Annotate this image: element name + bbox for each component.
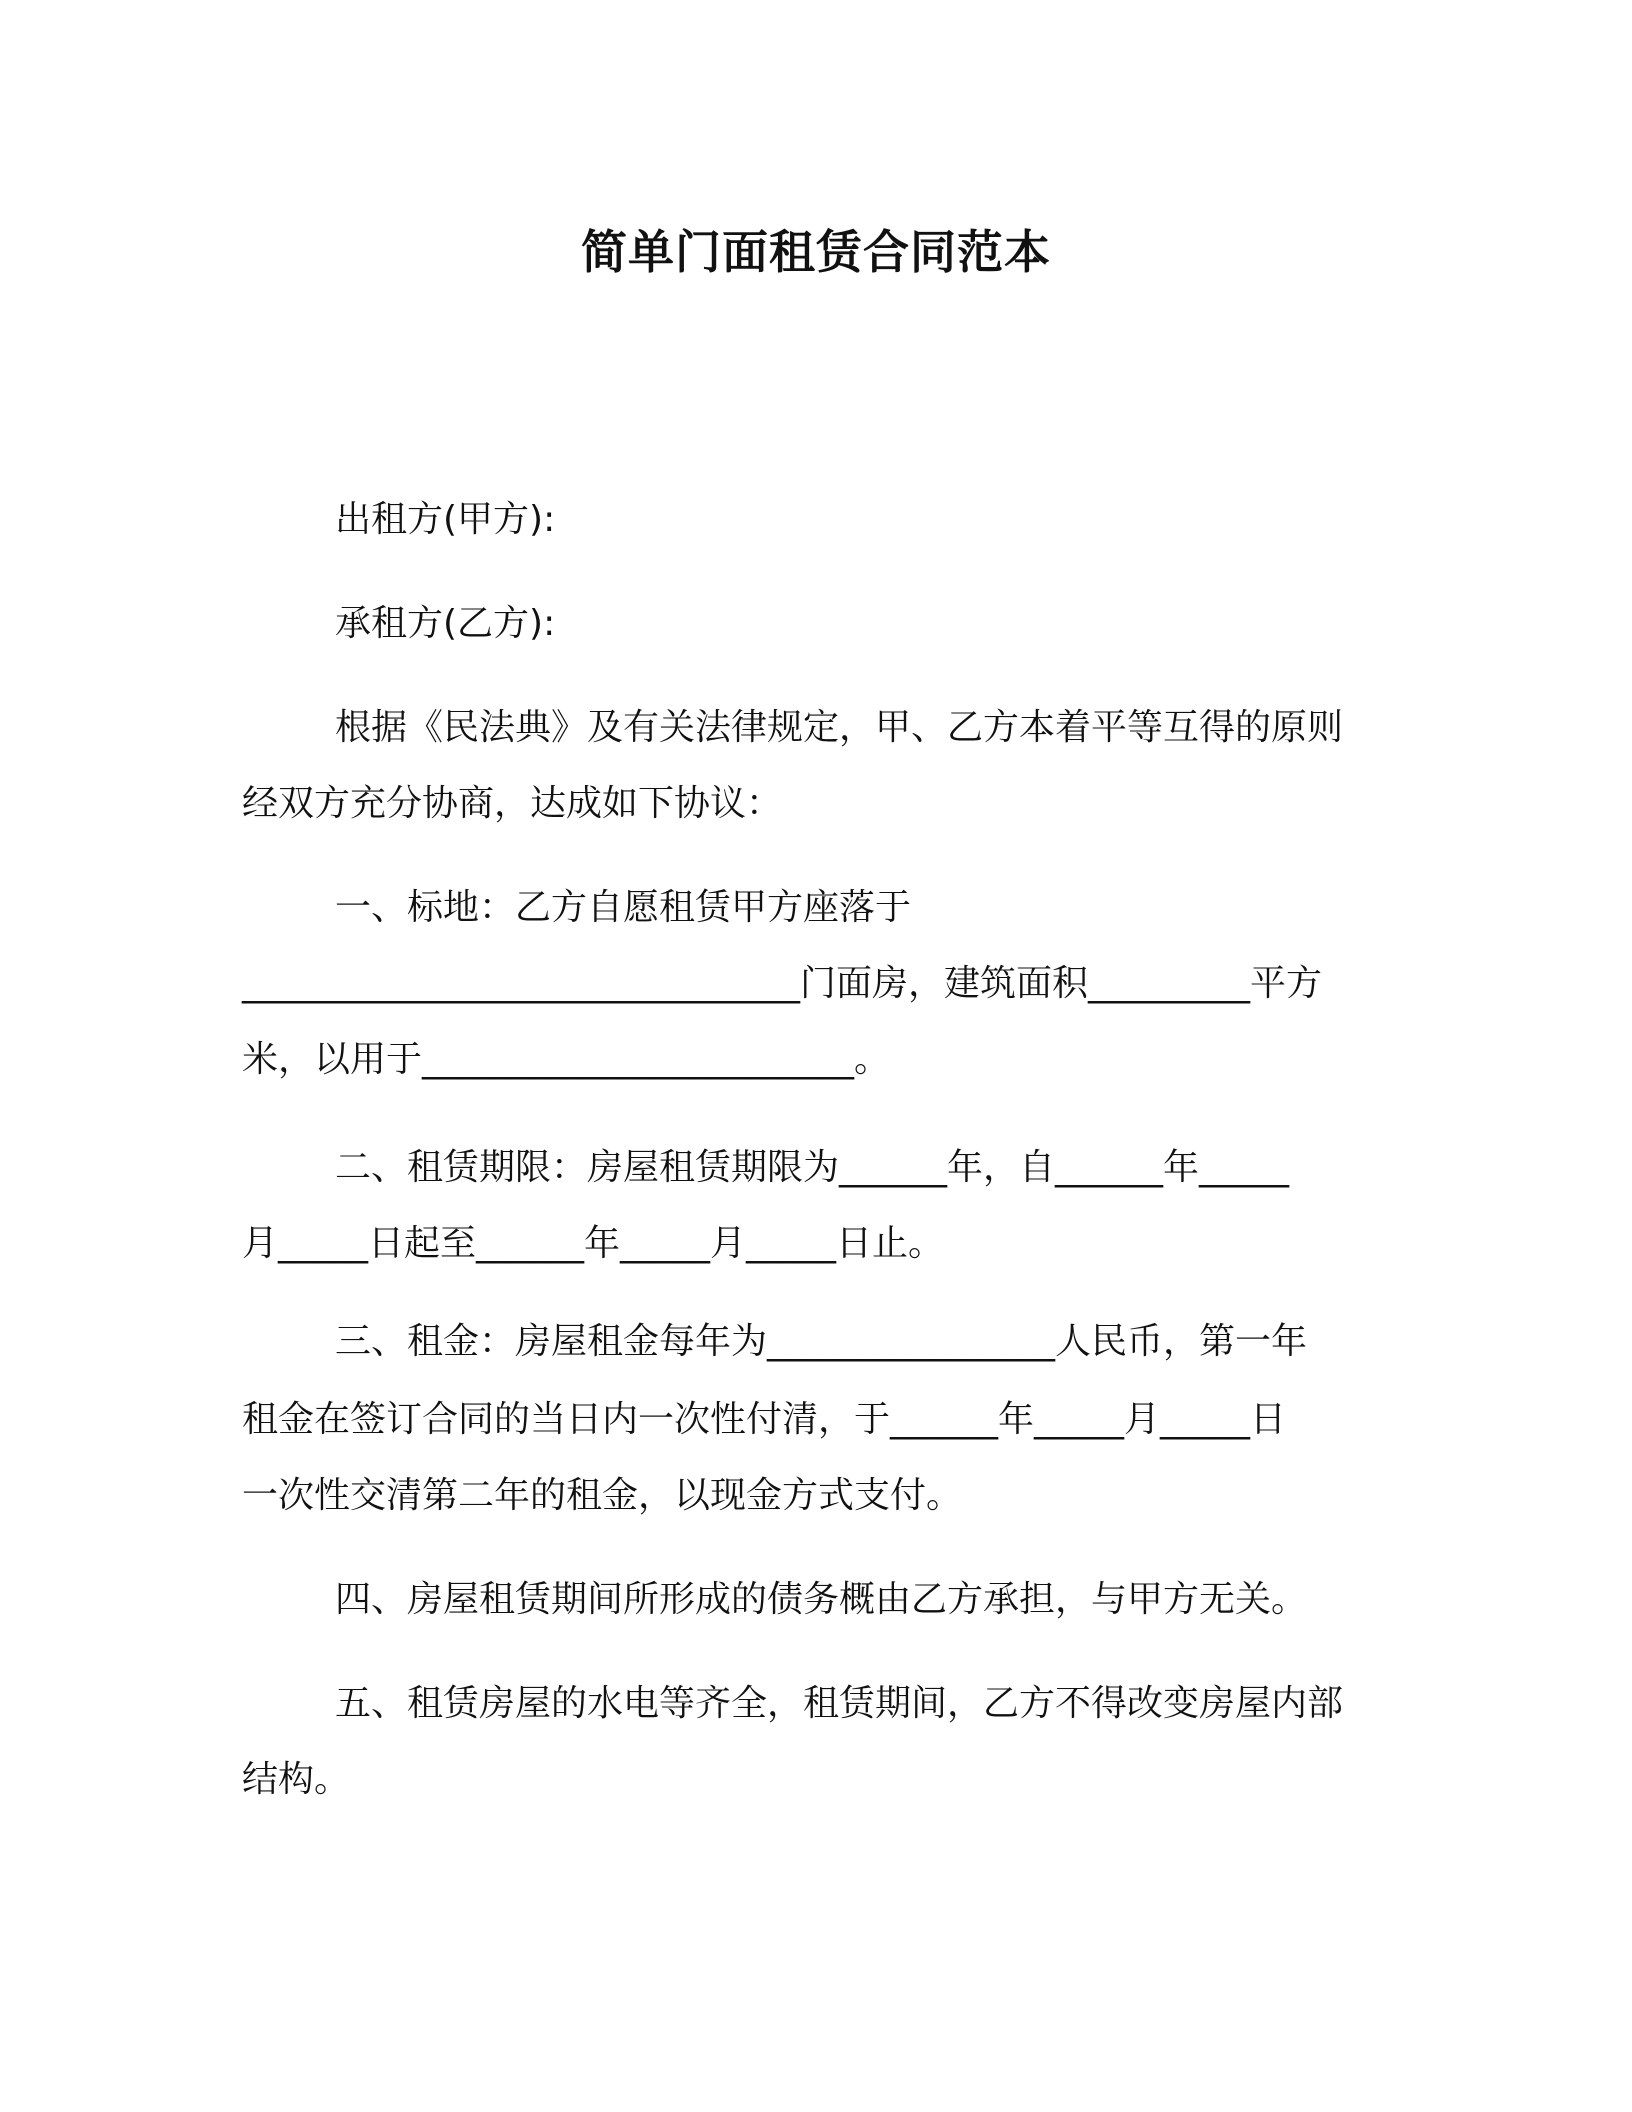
lessee-line: 承租方(乙方): [335, 603, 556, 644]
clause-5-line-1: 五、租赁房屋的水电等齐全，租赁期间，乙方不得改变房屋内部 [335, 1683, 1344, 1724]
clause-5-line-2: 结构。 [242, 1759, 351, 1800]
clause-3-line-2: 租金在签订合同的当日内一次性付清，于______年_____月_____日 [242, 1399, 1287, 1440]
preamble-line-2: 经双方充分协商，达成如下协议： [242, 783, 783, 824]
clause-2-line-1: 二、租赁期限：房屋租赁期限为______年，自______年_____ [335, 1147, 1290, 1188]
document-title: 简单门面租赁合同范本 [581, 225, 1051, 279]
clause-3-line-1: 三、租金：房屋租金每年为________________人民币，第一年 [335, 1321, 1308, 1362]
clause-4-line-1: 四、房屋租赁期间所形成的债务概由乙方承担，与甲方无关。 [335, 1579, 1308, 1620]
clause-2-line-2: 月_____日起至______年_____月_____日止。 [242, 1223, 945, 1264]
preamble-line-1: 根据《民法典》及有关法律规定，甲、乙方本着平等互得的原则 [335, 707, 1344, 748]
clause-1-line-2: _______________________________门面房，建筑面积_________平方 [242, 963, 1323, 1004]
lessor-line: 出租方(甲方): [335, 499, 556, 540]
clause-3-line-3: 一次性交清第二年的租金，以现金方式支付。 [242, 1475, 963, 1516]
clause-1-line-3: 米，以用于________________________。 [242, 1039, 891, 1080]
clause-1-line-1: 一、标地：乙方自愿租赁甲方座落于 [335, 887, 912, 928]
